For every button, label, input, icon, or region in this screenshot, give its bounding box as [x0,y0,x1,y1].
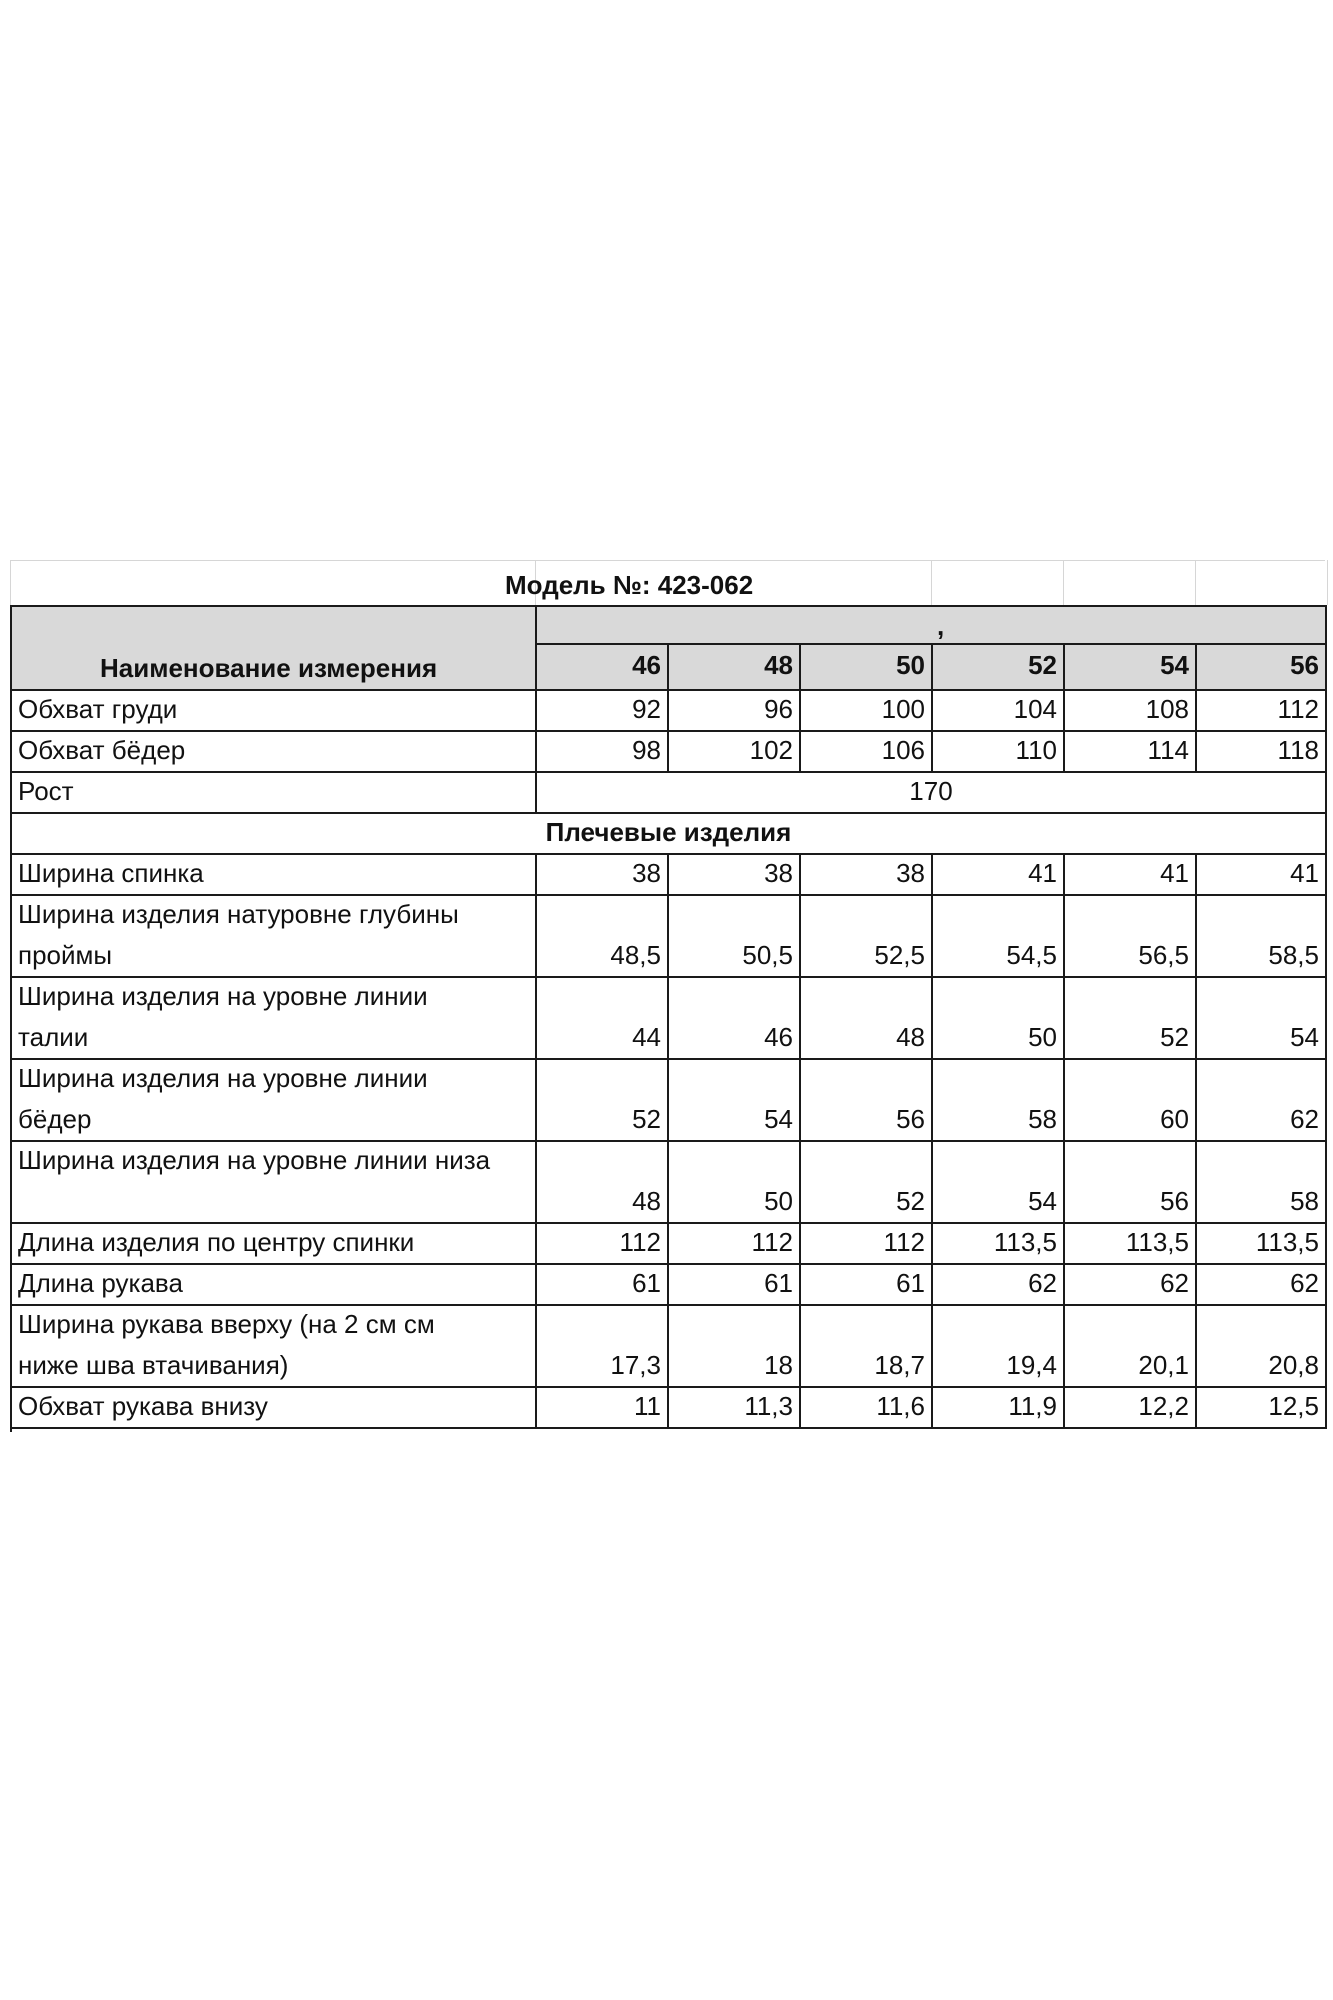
section-title: Плечевые изделия [12,812,1327,853]
value-cell [1197,1263,1327,1304]
table-row [12,894,1327,978]
header-top-band [537,607,1327,645]
row-name [12,1263,537,1304]
value-text: 20,1 [1138,1350,1189,1380]
table-row [12,730,1327,773]
row-name: Обхват груди [12,689,537,730]
header-size: 50 [801,645,933,689]
value-cell [1197,894,1327,976]
value-cell [933,976,1065,1058]
table-row [12,689,1327,732]
value-cell [1197,853,1327,894]
value-cell [669,853,801,894]
value-cell: 102 [669,730,801,771]
value-text: 113,5 [1255,1227,1319,1257]
value-cell [1065,1222,1197,1263]
value-cell [1197,976,1327,1058]
header-size: 56 [1197,645,1327,689]
value-cell [801,1304,933,1386]
value-cell: 106 [801,730,933,771]
table-header [12,607,1327,691]
value-text: 18,7 [874,1350,925,1380]
value-cell [801,894,933,976]
value-cell [669,1263,801,1304]
value-cell: 100 [801,689,933,730]
value-cell [933,853,1065,894]
value-text: 62 [1160,1268,1189,1298]
header-size: 48 [669,645,801,689]
grid-line [1327,560,1328,605]
value-text: 113,5 [993,1227,1057,1257]
value-text: 62 [1290,1268,1319,1298]
value-cell [1197,1222,1327,1263]
value-cell [933,1263,1065,1304]
row-name [12,894,537,976]
value-text: 18 [764,1350,793,1380]
row-name [12,1222,537,1263]
value-text: 52 [896,1186,925,1216]
model-number: 423-062 [657,570,754,600]
value-text: 17,3 [610,1350,661,1380]
value-cell [801,976,933,1058]
header-name-label: Наименование измерения [100,653,438,683]
value-text: 50,5 [742,940,793,970]
value-text: 112 [619,1227,661,1257]
value-cell [669,894,801,976]
value-text: 56 [1160,1186,1189,1216]
value-text: 46 [764,1022,793,1052]
value-cell [1065,1140,1197,1222]
value-cell: 104 [933,689,1065,730]
row-name [12,853,537,894]
value-cell [801,853,933,894]
table-row [12,976,1327,1060]
value-text: 52 [632,1104,661,1134]
value-cell [669,1222,801,1263]
row-name [12,976,537,1058]
value-text: 54,5 [1006,940,1057,970]
value-cell [537,1140,669,1222]
value-cell [801,1386,933,1427]
row-name-line1: Длина рукава [18,1268,183,1298]
table-row [12,1222,1327,1265]
value-text: 12,5 [1268,1391,1319,1421]
header-size: 52 [933,645,1065,689]
row-name-line2: ниже шва втачивания) [18,1350,289,1380]
value-cell [801,1263,933,1304]
grid-line [10,560,11,605]
value-cell [1065,1304,1197,1386]
row-name-line2: бёдер [18,1104,92,1134]
value-text: 48,5 [610,940,661,970]
row-name-line1: Ширина спинка [18,858,204,888]
value-cell [1197,1386,1327,1427]
value-text: 112 [751,1227,793,1257]
row-name: Обхват бёдер [12,730,537,771]
row-name: Рост [12,771,537,812]
value-cell: 108 [1065,689,1197,730]
row-name-line2: проймы [18,940,113,970]
row-name-line2: талии [18,1022,89,1052]
value-cell [933,1058,1065,1140]
value-text: 48 [632,1186,661,1216]
value-cell [1065,1386,1197,1427]
row-name [12,1386,537,1427]
value-cell [537,1058,669,1140]
value-cell [933,894,1065,976]
value-cell [1197,1140,1327,1222]
value-text: 38 [764,858,793,888]
model-label: Модель №: [505,570,651,600]
value-text: 62 [1028,1268,1057,1298]
table-row [12,1140,1327,1224]
value-cell: 110 [933,730,1065,771]
value-cell [933,1386,1065,1427]
value-cell [1065,853,1197,894]
row-name-line1: Обхват рукава внизу [18,1391,268,1421]
row-name-line1: Ширина рукава вверху (на 2 см см [18,1309,435,1339]
value-text: 52,5 [874,940,925,970]
value-cell [801,1140,933,1222]
value-cell [933,1304,1065,1386]
value-text: 58,5 [1268,940,1319,970]
value-text: 41 [1290,858,1319,888]
size-table [10,605,1327,1432]
value-cell [537,1222,669,1263]
value-text: 54 [764,1104,793,1134]
value-text: 50 [764,1186,793,1216]
value-text: 62 [1290,1104,1319,1134]
value-cell [1065,894,1197,976]
value-text: 19,4 [1006,1350,1057,1380]
value-text: 54 [1290,1022,1319,1052]
value-text: 11,3 [744,1391,793,1421]
height-row [12,771,1327,814]
value-cell [537,1263,669,1304]
grid-line [931,560,932,605]
grid-line [1063,560,1064,605]
table-row [12,1058,1327,1142]
row-name-line2: Ширина изделия на уровне линии низа [18,1145,491,1175]
header-name-cell [12,607,537,689]
value-cell [537,1386,669,1427]
value-cell [537,853,669,894]
value-cell [669,1386,801,1427]
value-text: 52 [1160,1022,1189,1052]
value-cell [1197,1304,1327,1386]
value-cell [669,1140,801,1222]
value-cell [537,1304,669,1386]
value-text: 61 [632,1268,661,1298]
value-cell: 118 [1197,730,1327,771]
value-cell: 92 [537,689,669,730]
value-text: 41 [1028,858,1057,888]
table-row [12,1304,1327,1388]
value-cell [1065,1263,1197,1304]
value-cell [1065,1058,1197,1140]
value-text: 11,9 [1008,1391,1057,1421]
row-name-line1: Ширина изделия натуровне глубины [18,899,459,929]
value-cell [669,1058,801,1140]
table-row [12,1263,1327,1306]
value-cell [801,1058,933,1140]
header-size: 54 [1065,645,1197,689]
grid-line [1195,560,1196,605]
value-text: 41 [1160,858,1189,888]
value-text: 56 [896,1104,925,1134]
row-name-line1: Ширина изделия на уровне линии [18,981,428,1011]
row-name-line1: Ширина изделия на уровне линии [18,1063,428,1093]
value-text: 56,5 [1138,940,1189,970]
value-text: 60 [1160,1104,1189,1134]
value-cell [669,976,801,1058]
row-name-line1: Длина изделия по центру спинки [18,1227,415,1257]
value-cell: 96 [669,689,801,730]
grid-line [10,560,1325,561]
section-row [12,812,1327,855]
value-text: 61 [764,1268,793,1298]
row-name [12,1058,537,1140]
value-cell [537,894,669,976]
value-text: 38 [632,858,661,888]
value-cell [537,976,669,1058]
value-text: 44 [632,1022,661,1052]
value-text: 58 [1290,1186,1319,1216]
value-text: 12,2 [1138,1391,1189,1421]
value-cell: 98 [537,730,669,771]
header-size: 46 [537,645,669,689]
height-value: 170 [537,771,1327,812]
value-cell: 112 [1197,689,1327,730]
value-text: 11,6 [876,1391,925,1421]
value-cell [933,1140,1065,1222]
value-text: 48 [896,1022,925,1052]
value-text: 38 [896,858,925,888]
value-cell [801,1222,933,1263]
value-cell [1197,1058,1327,1140]
table-row [12,853,1327,896]
value-text: 61 [896,1268,925,1298]
value-text: 58 [1028,1104,1057,1134]
value-text: 50 [1028,1022,1057,1052]
value-text: 113,5 [1125,1227,1189,1257]
value-text: 11 [634,1391,661,1421]
value-cell [933,1222,1065,1263]
value-text: 20,8 [1268,1350,1319,1380]
header-comma: , [937,611,945,641]
value-cell [1065,976,1197,1058]
value-text: 112 [883,1227,925,1257]
model-title [505,570,753,601]
row-name [12,1140,537,1222]
table-row [12,1386,1327,1429]
value-text: 54 [1028,1186,1057,1216]
row-name [12,1304,537,1386]
value-cell [669,1304,801,1386]
value-cell: 114 [1065,730,1197,771]
